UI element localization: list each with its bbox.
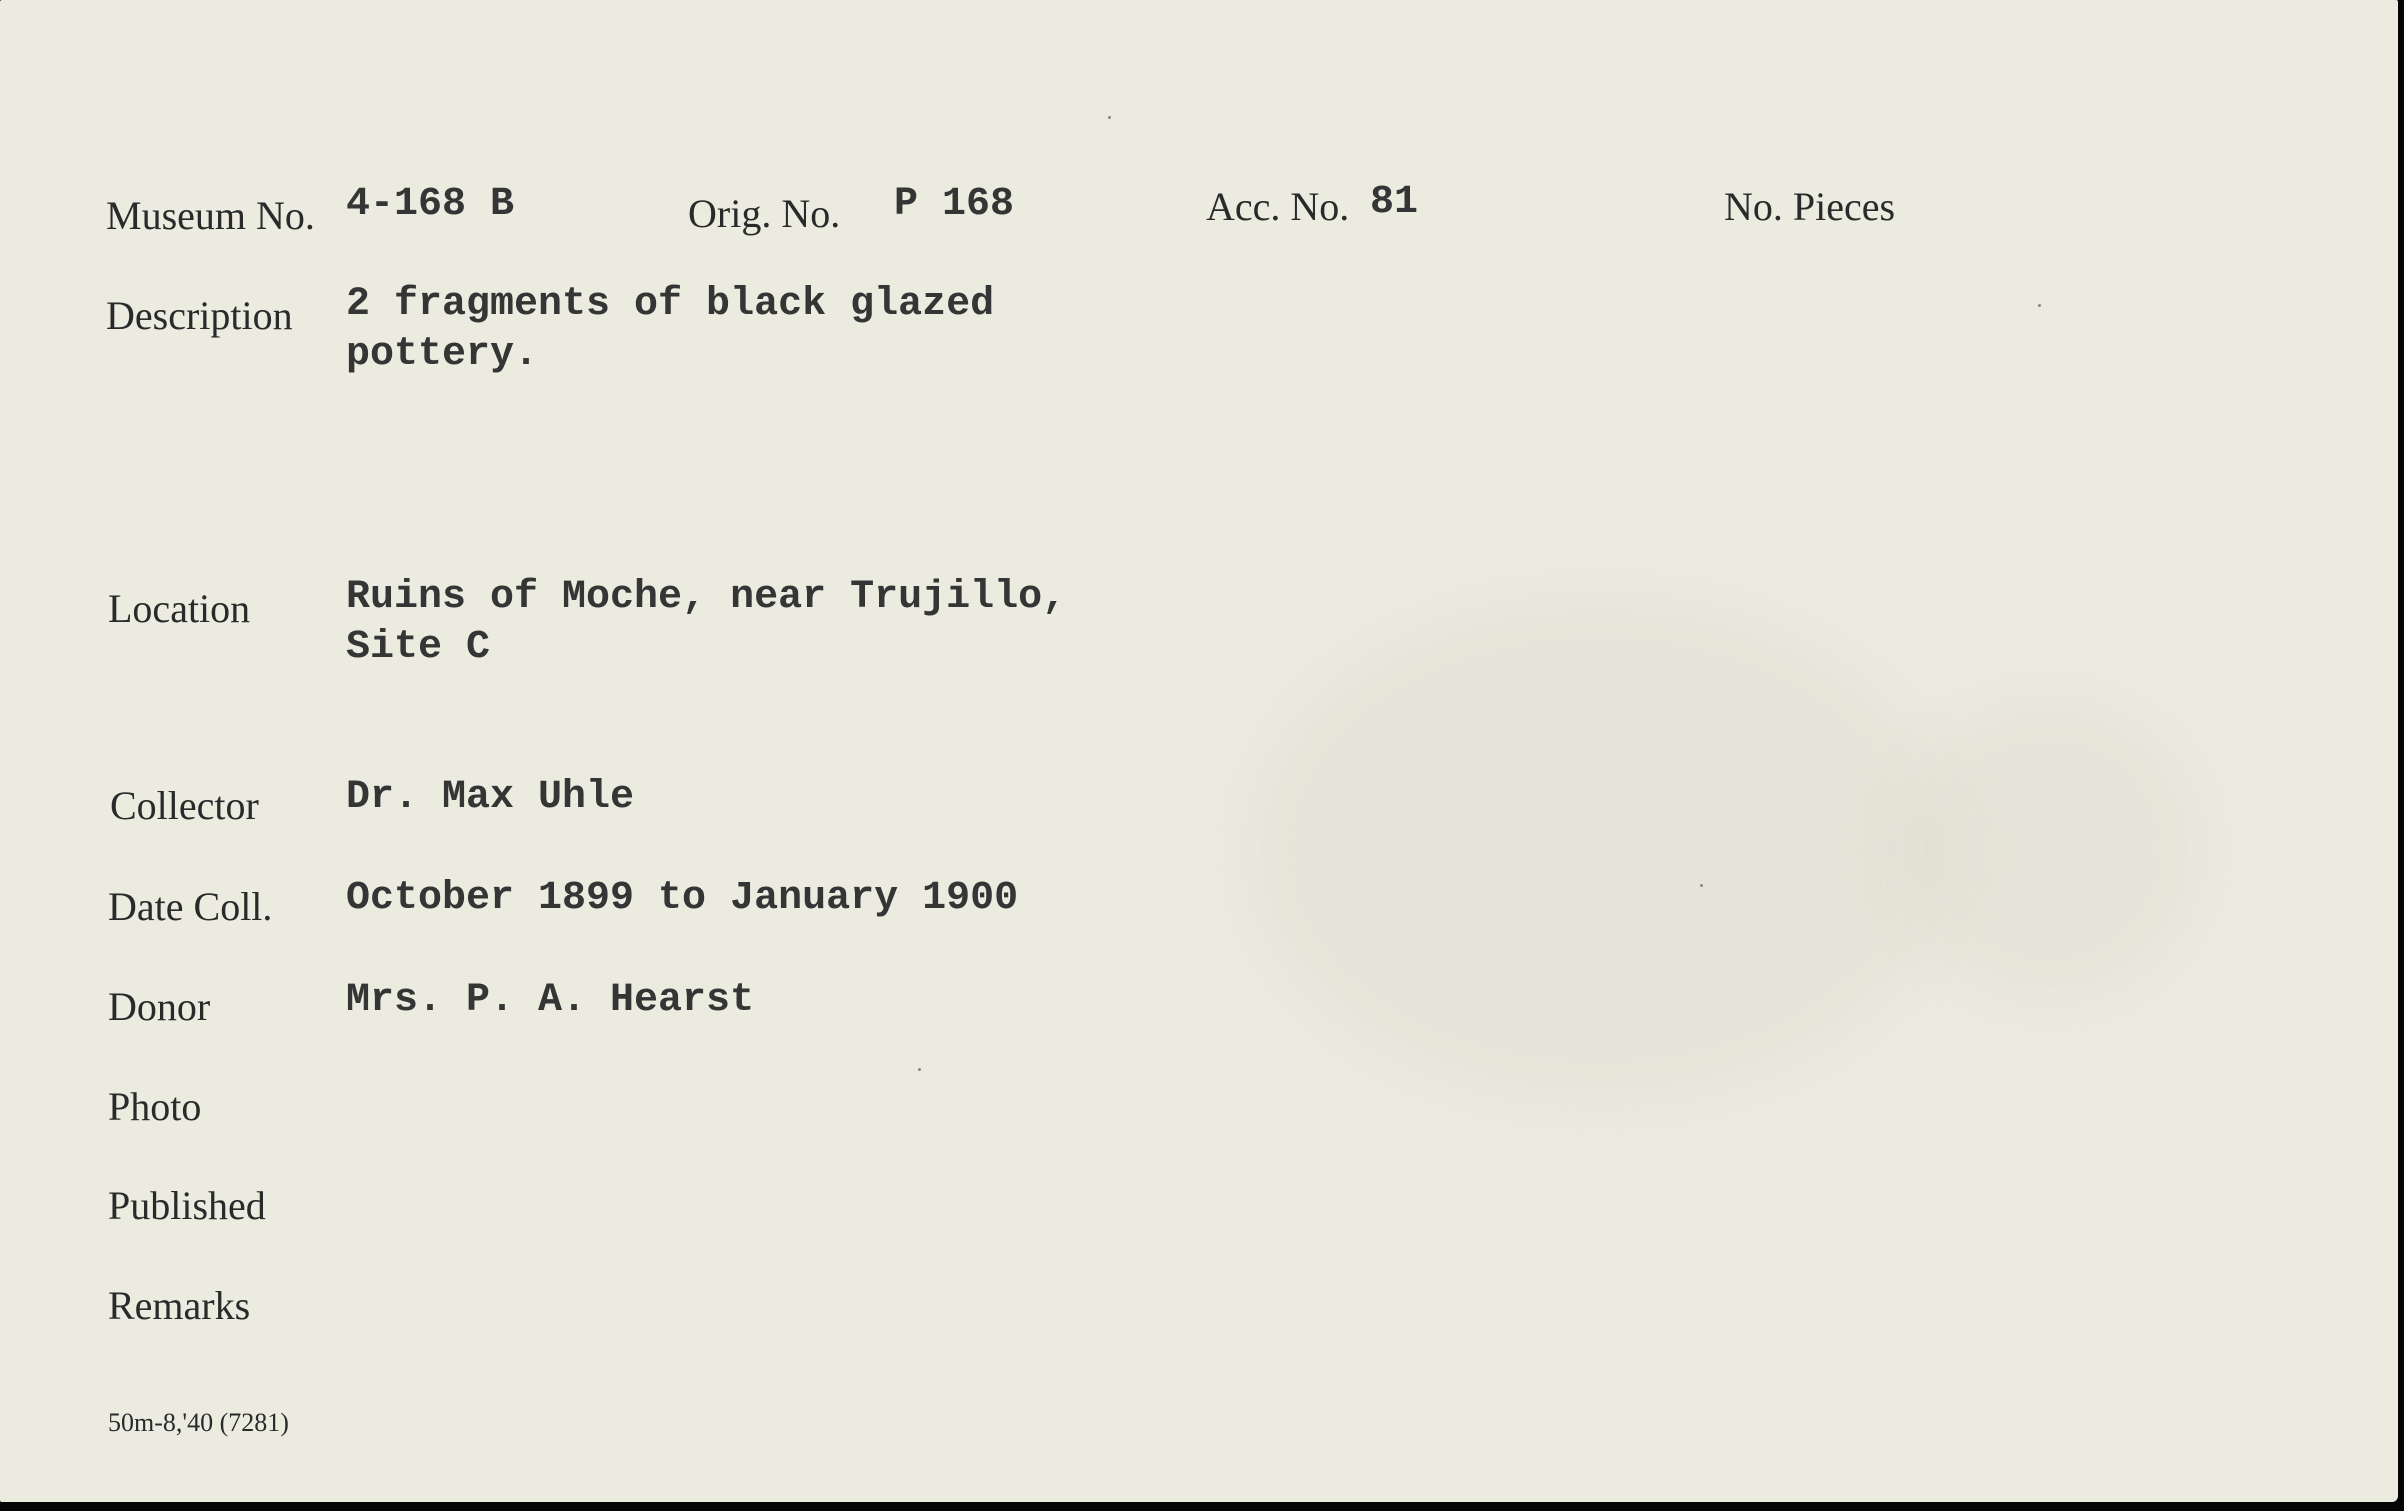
acc-no-value: 81 — [1370, 180, 1419, 225]
museum-no-label: Museum No. — [106, 193, 315, 238]
paper-stain — [1900, 700, 2200, 1000]
date-coll-value: October 1899 to January 1900 — [346, 876, 1019, 921]
museum-no-value: 4-168 B — [346, 182, 515, 227]
collector-label: Collector — [110, 783, 259, 828]
remarks-label: Remarks — [108, 1283, 251, 1328]
date-coll-label: Date Coll. — [108, 884, 273, 929]
collector-value: Dr. Max Uhle — [346, 775, 635, 820]
print-code: 50m-8,'40 (7281) — [108, 1408, 289, 1437]
orig-no-label: Orig. No. — [688, 191, 841, 236]
location-line-2: Site C — [346, 625, 491, 670]
paper-speck — [1108, 116, 1111, 119]
paper-speck — [2038, 304, 2041, 307]
donor-value: Mrs. P. A. Hearst — [346, 978, 755, 1023]
published-label: Published — [108, 1183, 266, 1228]
location-line-1: Ruins of Moche, near Trujillo, — [346, 575, 1067, 620]
photo-label: Photo — [108, 1084, 202, 1129]
orig-no-value: P 168 — [894, 182, 1015, 227]
location-label: Location — [108, 586, 251, 631]
paper-speck — [918, 1068, 921, 1071]
description-line-2: pottery. — [346, 332, 539, 377]
description-line-1: 2 fragments of black glazed — [346, 282, 995, 327]
paper-speck — [1700, 884, 1703, 887]
acc-no-label: Acc. No. — [1206, 184, 1350, 229]
paper-stain — [1250, 600, 1950, 1100]
description-label: Description — [106, 293, 293, 338]
donor-label: Donor — [108, 984, 211, 1029]
no-pieces-label: No. Pieces — [1724, 184, 1896, 229]
